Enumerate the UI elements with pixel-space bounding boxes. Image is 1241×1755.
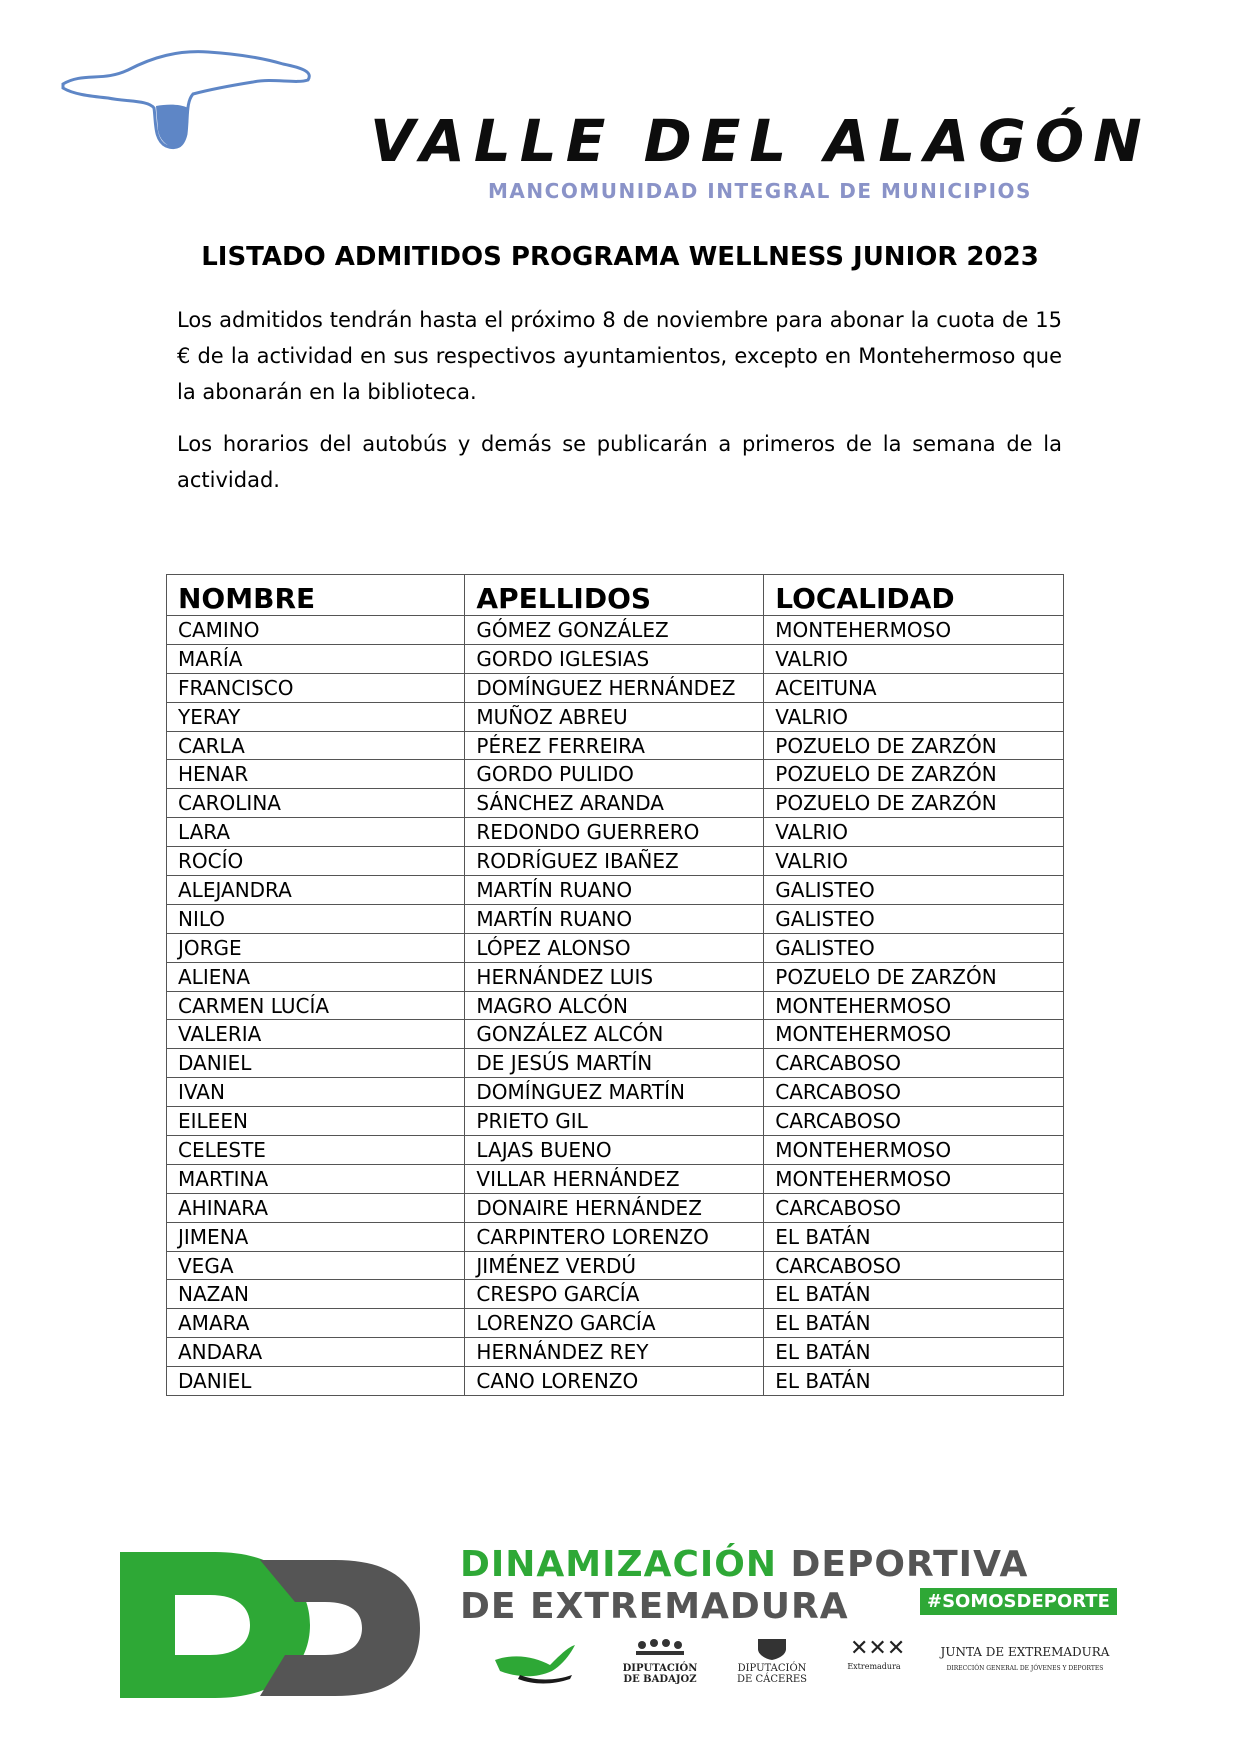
- nombre-cell: EILEEN: [167, 1107, 465, 1136]
- table-row: [167, 962, 1064, 991]
- apellidos-cell: REDONDO GUERRERO: [465, 818, 764, 847]
- nombre-cell: CAROLINA: [167, 789, 465, 818]
- nombre-cell: ALEJANDRA: [167, 876, 465, 905]
- sponsor-junta-sub: DIRECCIÓN GENERAL DE JÓVENES Y DEPORTES: [946, 1665, 1104, 1672]
- nombre-cell: DANIEL: [167, 1049, 465, 1078]
- sponsor-caceres: DIPUTACIÓN DE CÁCERES: [737, 1663, 807, 1685]
- localidad-cell: CARCABOSO: [764, 1107, 1064, 1136]
- table-row: [167, 991, 1064, 1020]
- nombre-cell: AMARA: [167, 1309, 465, 1338]
- localidad-cell: MONTEHERMOSO: [764, 1164, 1064, 1193]
- localidad-cell: GALISTEO: [764, 904, 1064, 933]
- apellidos-cell: MUÑOZ ABREU: [465, 702, 764, 731]
- localidad-cell: MONTEHERMOSO: [764, 616, 1064, 645]
- table-header-row: [167, 575, 1064, 616]
- nombre-cell: YERAY: [167, 702, 465, 731]
- brand-line-2: DE EXTREMADURA: [460, 1586, 849, 1627]
- localidad-cell: EL BATÁN: [764, 1280, 1064, 1309]
- table-row: [167, 731, 1064, 760]
- paragraph-schedule: Los horarios del autobús y demás se publicarán a primeros de la semana de la actividad.: [177, 432, 1062, 492]
- sponsor-junta: JUNTA DE EXTREMADURA: [940, 1645, 1110, 1659]
- table-row: [167, 1338, 1064, 1367]
- table-row: [167, 876, 1064, 905]
- nombre-cell: MARÍA: [167, 644, 465, 673]
- apellidos-cell: LORENZO GARCÍA: [465, 1309, 764, 1338]
- localidad-cell: CARCABOSO: [764, 1049, 1064, 1078]
- footer-logos: [120, 1540, 1130, 1690]
- nombre-cell: AHINARA: [167, 1193, 465, 1222]
- localidad-cell: POZUELO DE ZARZÓN: [764, 760, 1064, 789]
- apellidos-cell: PÉREZ FERREIRA: [465, 731, 764, 760]
- apellidos-cell: LÓPEZ ALONSO: [465, 933, 764, 962]
- table-row: [167, 1049, 1064, 1078]
- apellidos-cell: MAGRO ALCÓN: [465, 991, 764, 1020]
- table-row: [167, 1222, 1064, 1251]
- column-header-nombre: NOMBRE: [167, 575, 465, 616]
- apellidos-cell: GORDO PULIDO: [465, 760, 764, 789]
- nombre-cell: CARMEN LUCÍA: [167, 991, 465, 1020]
- localidad-cell: CARCABOSO: [764, 1078, 1064, 1107]
- apellidos-cell: CARPINTERO LORENZO: [465, 1222, 764, 1251]
- localidad-cell: VALRIO: [764, 818, 1064, 847]
- nombre-cell: MARTINA: [167, 1164, 465, 1193]
- hashtag-badge: #SOMOSDEPORTE: [920, 1588, 1117, 1615]
- svg-text:✕✕✕: ✕✕✕: [850, 1636, 906, 1661]
- nombre-cell: NILO: [167, 904, 465, 933]
- apellidos-cell: HERNÁNDEZ REY: [465, 1338, 764, 1367]
- nombre-cell: DANIEL: [167, 1367, 465, 1396]
- nombre-cell: CAMINO: [167, 616, 465, 645]
- apellidos-cell: PRIETO GIL: [465, 1107, 764, 1136]
- localidad-cell: CARCABOSO: [764, 1193, 1064, 1222]
- localidad-cell: VALRIO: [764, 644, 1064, 673]
- localidad-cell: EL BATÁN: [764, 1222, 1064, 1251]
- dd-logo-icon: [120, 1540, 450, 1700]
- table-row: [167, 904, 1064, 933]
- localidad-cell: POZUELO DE ZARZÓN: [764, 789, 1064, 818]
- table-row: [167, 1367, 1064, 1396]
- nombre-cell: ROCÍO: [167, 847, 465, 876]
- nombre-cell: NAZAN: [167, 1280, 465, 1309]
- nombre-cell: CELESTE: [167, 1136, 465, 1165]
- column-header-localidad: LOCALIDAD: [764, 575, 1064, 616]
- localidad-cell: POZUELO DE ZARZÓN: [764, 962, 1064, 991]
- nombre-cell: LARA: [167, 818, 465, 847]
- nombre-cell: IVAN: [167, 1078, 465, 1107]
- logo-subtitle: MANCOMUNIDAD INTEGRAL DE MUNICIPIOS: [488, 179, 1032, 203]
- apellidos-cell: LAJAS BUENO: [465, 1136, 764, 1165]
- localidad-cell: EL BATÁN: [764, 1309, 1064, 1338]
- apellidos-cell: GORDO IGLESIAS: [465, 644, 764, 673]
- apellidos-cell: MARTÍN RUANO: [465, 904, 764, 933]
- localidad-cell: MONTEHERMOSO: [764, 991, 1064, 1020]
- table-row: [167, 1309, 1064, 1338]
- nombre-cell: JIMENA: [167, 1222, 465, 1251]
- sponsor-badajoz: DIPUTACIÓN DE BADAJOZ: [622, 1663, 698, 1685]
- sponsor-logos: [490, 1635, 1130, 1695]
- table-row: [167, 1078, 1064, 1107]
- header-logo: [58, 42, 1151, 203]
- apellidos-cell: DONAIRE HERNÁNDEZ: [465, 1193, 764, 1222]
- table-row: [167, 644, 1064, 673]
- nombre-cell: ANDARA: [167, 1338, 465, 1367]
- table-row: [167, 1107, 1064, 1136]
- localidad-cell: MONTEHERMOSO: [764, 1020, 1064, 1049]
- extremadura-people-icon: [850, 1635, 906, 1661]
- localidad-cell: POZUELO DE ZARZÓN: [764, 731, 1064, 760]
- admitted-table: [166, 574, 1064, 1396]
- apellidos-cell: DOMÍNGUEZ MARTÍN: [465, 1078, 764, 1107]
- apellidos-cell: GÓMEZ GONZÁLEZ: [465, 616, 764, 645]
- table-row: [167, 760, 1064, 789]
- nombre-cell: ALIENA: [167, 962, 465, 991]
- localidad-cell: VALRIO: [764, 847, 1064, 876]
- localidad-cell: EL BATÁN: [764, 1338, 1064, 1367]
- logo-title: VALLE DEL ALAGÓN: [370, 107, 1151, 175]
- apellidos-cell: SÁNCHEZ ARANDA: [465, 789, 764, 818]
- badajoz-crest-icon: [630, 1635, 690, 1659]
- sponsor-extremadura: Extremadura: [847, 1662, 901, 1671]
- apellidos-cell: MARTÍN RUANO: [465, 876, 764, 905]
- page-title: LISTADO ADMITIDOS PROGRAMA WELLNESS JUNIOR 2023: [201, 242, 1039, 272]
- apellidos-cell: JIMÉNEZ VERDÚ: [465, 1251, 764, 1280]
- table-row: [167, 616, 1064, 645]
- apellidos-cell: VILLAR HERNÁNDEZ: [465, 1164, 764, 1193]
- caceres-crest-icon: [752, 1635, 792, 1661]
- localidad-cell: GALISTEO: [764, 876, 1064, 905]
- table-body: [167, 616, 1064, 1396]
- table-row: [167, 702, 1064, 731]
- apellidos-cell: GONZÁLEZ ALCÓN: [465, 1020, 764, 1049]
- paragraph-payment: Los admitidos tendrán hasta el próximo 8 de noviembre para abonar la cuota de 15 € de la actividad en sus respectivos ayuntamientos, excepto en Montehermoso que la abonarán en la biblioteca.: [177, 308, 1062, 404]
- nombre-cell: VALERIA: [167, 1020, 465, 1049]
- column-header-apellidos: APELLIDOS: [465, 575, 764, 616]
- table-row: [167, 673, 1064, 702]
- apellidos-cell: RODRÍGUEZ IBAÑEZ: [465, 847, 764, 876]
- table-row: [167, 847, 1064, 876]
- nombre-cell: CARLA: [167, 731, 465, 760]
- table-row: [167, 933, 1064, 962]
- table-row: [167, 818, 1064, 847]
- apellidos-cell: HERNÁNDEZ LUIS: [465, 962, 764, 991]
- table-row: [167, 789, 1064, 818]
- table-row: [167, 1251, 1064, 1280]
- bird-logo-icon: [490, 1635, 580, 1685]
- table-row: [167, 1136, 1064, 1165]
- localidad-cell: MONTEHERMOSO: [764, 1136, 1064, 1165]
- apellidos-cell: CRESPO GARCÍA: [465, 1280, 764, 1309]
- brand-dinamizacion: DINAMIZACIÓN: [460, 1544, 777, 1585]
- localidad-cell: CARCABOSO: [764, 1251, 1064, 1280]
- brand-deportiva: DEPORTIVA: [790, 1544, 1029, 1585]
- brand-line-1: [460, 1544, 1028, 1585]
- valle-map-icon: [58, 42, 328, 157]
- apellidos-cell: DOMÍNGUEZ HERNÁNDEZ: [465, 673, 764, 702]
- nombre-cell: VEGA: [167, 1251, 465, 1280]
- apellidos-cell: DE JESÚS MARTÍN: [465, 1049, 764, 1078]
- localidad-cell: ACEITUNA: [764, 673, 1064, 702]
- localidad-cell: VALRIO: [764, 702, 1064, 731]
- localidad-cell: EL BATÁN: [764, 1367, 1064, 1396]
- nombre-cell: JORGE: [167, 933, 465, 962]
- table-row: [167, 1020, 1064, 1049]
- nombre-cell: FRANCISCO: [167, 673, 465, 702]
- nombre-cell: HENAR: [167, 760, 465, 789]
- apellidos-cell: CANO LORENZO: [465, 1367, 764, 1396]
- table-row: [167, 1164, 1064, 1193]
- table-row: [167, 1193, 1064, 1222]
- table-row: [167, 1280, 1064, 1309]
- localidad-cell: GALISTEO: [764, 933, 1064, 962]
